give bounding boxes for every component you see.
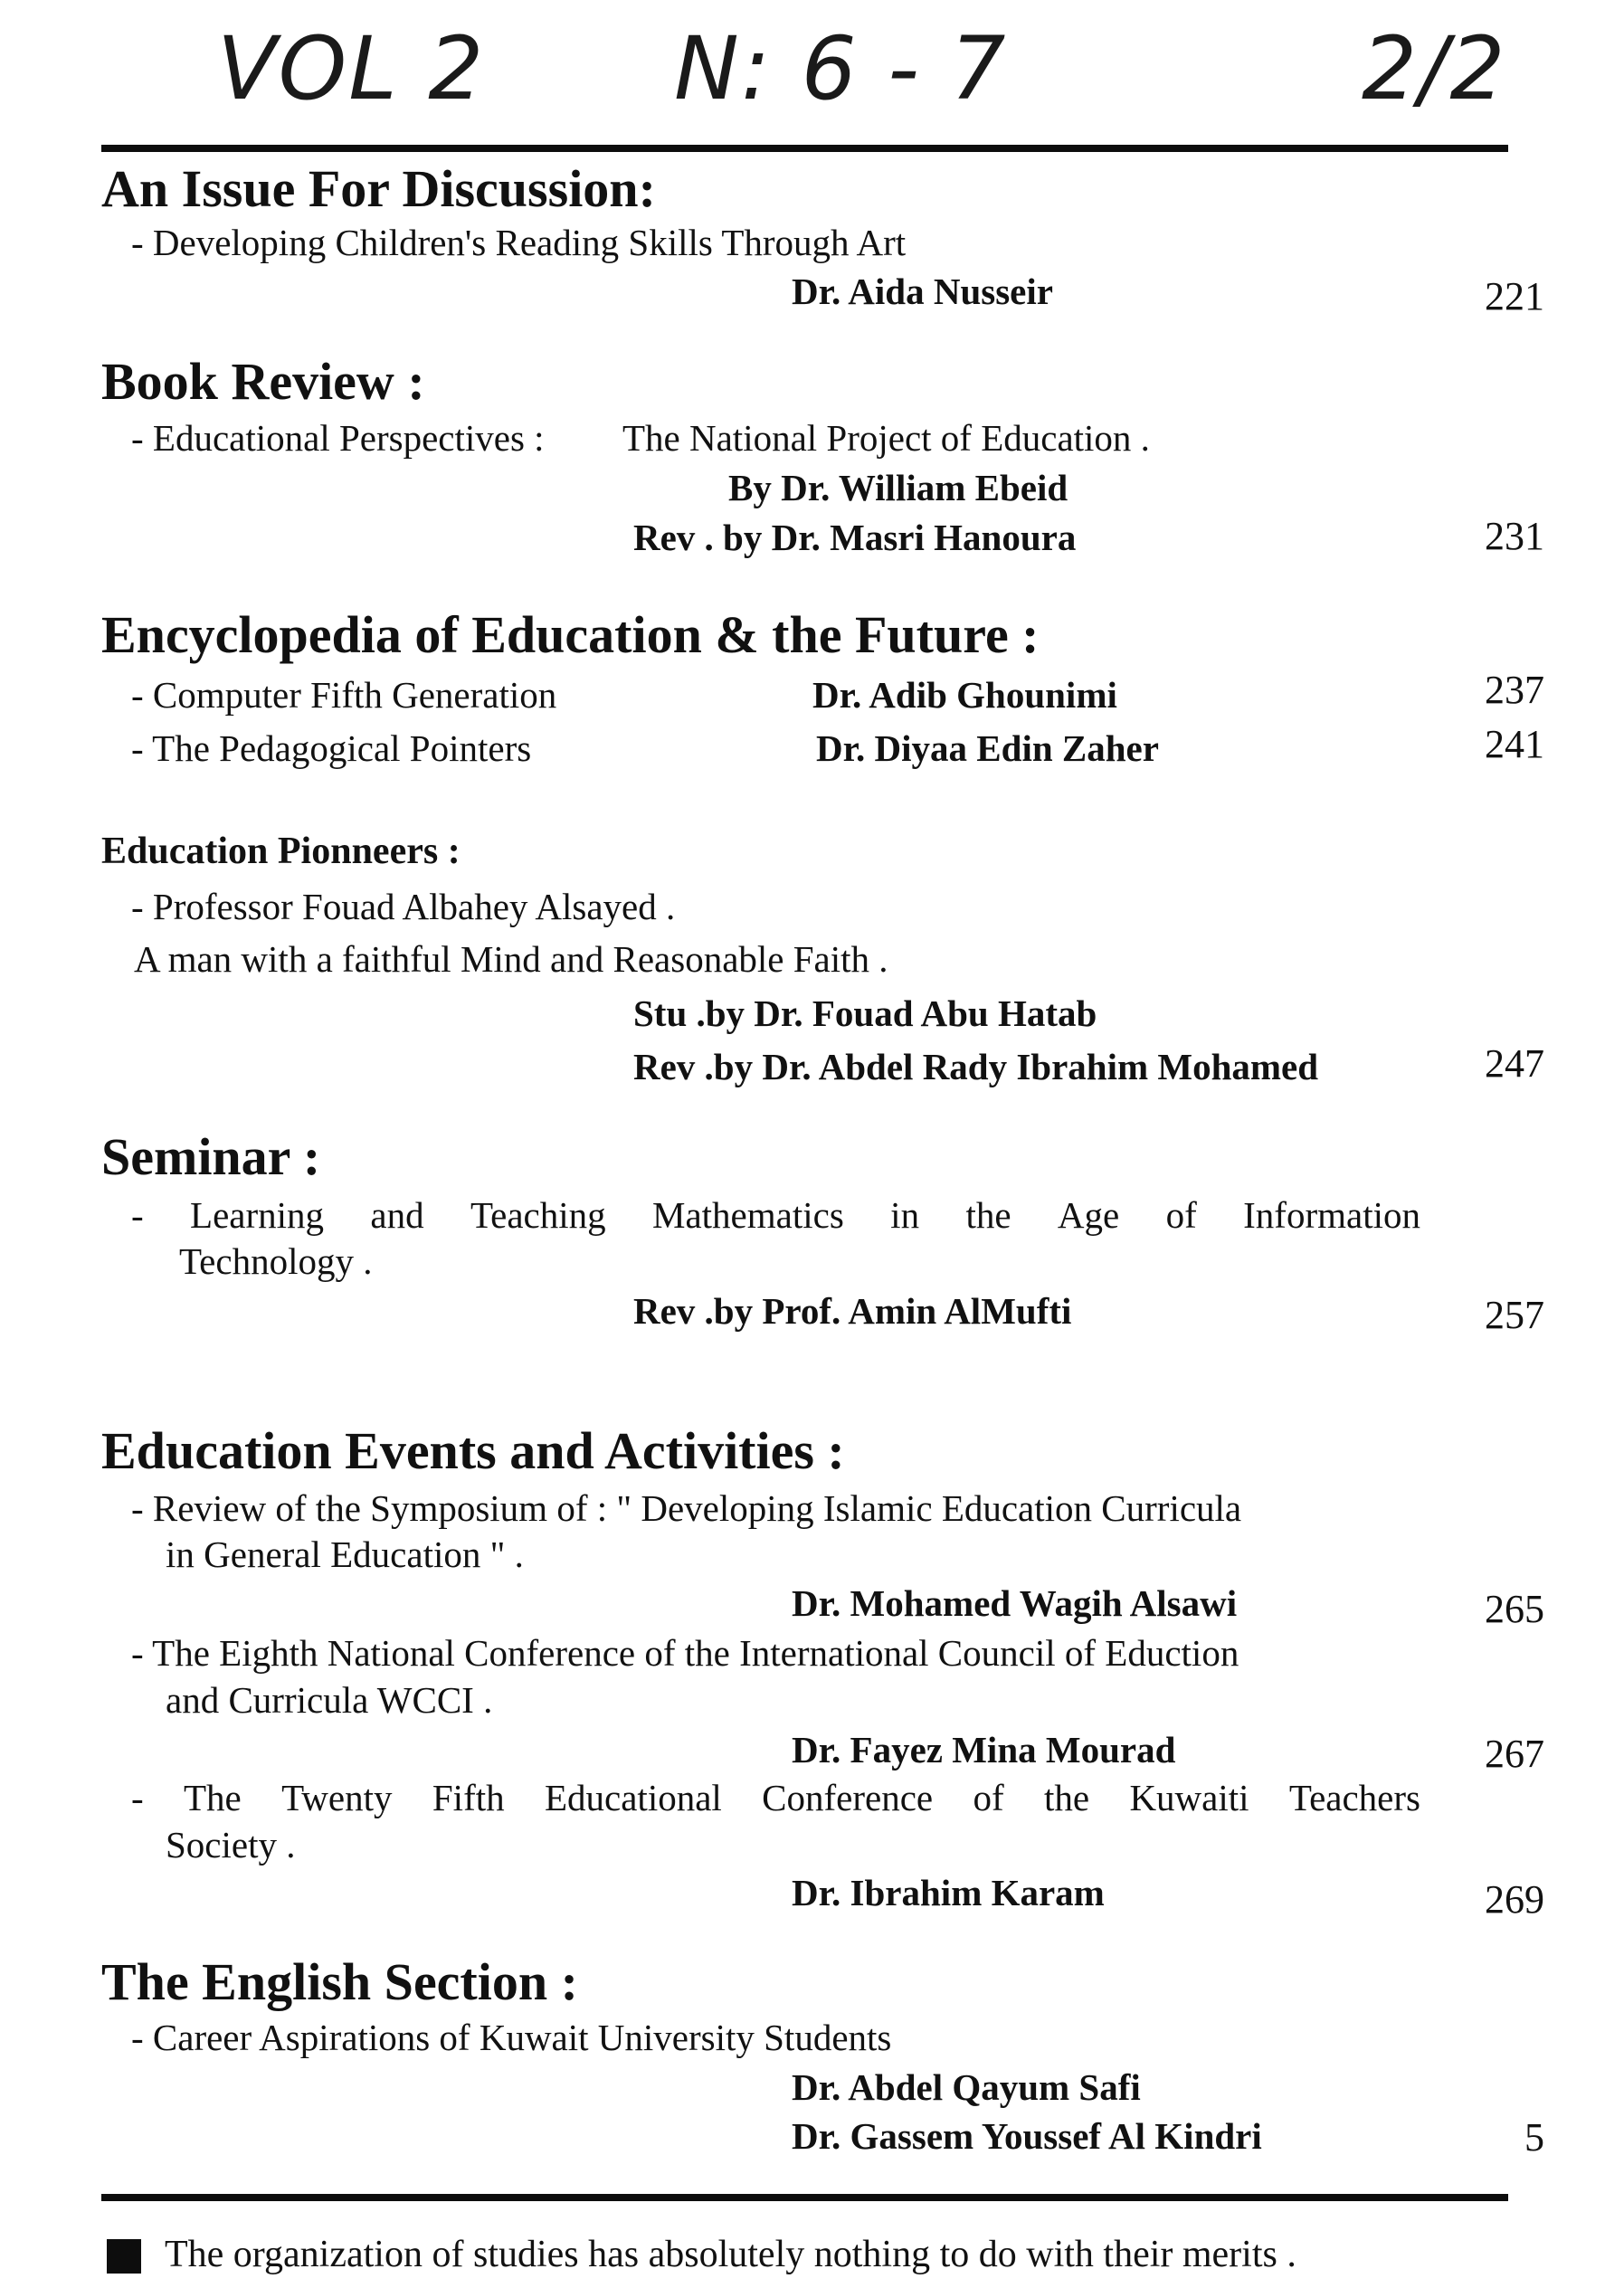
discussion-item-title: - Developing Children's Reading Skills Through Art xyxy=(131,222,907,263)
book-review-page: 231 xyxy=(1485,514,1544,558)
seminar-item-title-line xyxy=(131,1193,1420,1237)
seminar-word: Teaching xyxy=(470,1194,606,1236)
events-item-3-word: Conference xyxy=(762,1777,934,1818)
events-item-2-line2: and Curricula WCCI . xyxy=(166,1679,493,1721)
events-item-1-line1: - Review of the Symposium of : " Developing Islamic Education Curricula xyxy=(131,1487,1242,1529)
handwritten-issue-number: N: 6 - 7 xyxy=(674,18,1008,119)
book-review-item-left: - Educational Perspectives : xyxy=(131,417,545,459)
section-title-pioneers: Education Pionneers : xyxy=(101,831,461,872)
events-item-3-word: Twenty xyxy=(281,1777,393,1818)
encyclopedia-item-2-author: Dr. Diyaa Edin Zaher xyxy=(816,727,1159,769)
bottom-rule xyxy=(101,2194,1508,2201)
seminar-page: 257 xyxy=(1485,1293,1544,1337)
pioneers-item-title: - Professor Fouad Albahey Alsayed . xyxy=(131,886,676,927)
book-review-item-right: The National Project of Education . xyxy=(622,417,1150,459)
encyclopedia-item-2-page: 241 xyxy=(1485,722,1544,766)
events-item-2-line1: - The Eighth National Conference of the International Council of Eduction xyxy=(131,1632,1239,1674)
events-item-1-page: 265 xyxy=(1485,1587,1544,1631)
seminar-word: and xyxy=(370,1194,424,1236)
book-review-author: By Dr. William Ebeid xyxy=(728,467,1068,508)
english-author-2: Dr. Gassem Youssef Al Kindri xyxy=(792,2115,1262,2157)
bullet-square-icon xyxy=(107,2239,141,2274)
section-title-encyclopedia: Encyclopedia of Education & the Future : xyxy=(101,605,1040,664)
encyclopedia-item-2-title: - The Pedagogical Pointers xyxy=(131,727,532,769)
events-item-2-page: 267 xyxy=(1485,1732,1544,1776)
english-item-title: - Career Aspirations of Kuwait University Students xyxy=(131,2017,892,2058)
seminar-word: Learning xyxy=(190,1194,325,1236)
events-item-2-author: Dr. Fayez Mina Mourad xyxy=(792,1729,1176,1771)
seminar-word: - xyxy=(131,1194,144,1236)
top-rule xyxy=(101,145,1508,152)
events-item-3-word: the xyxy=(1043,1777,1090,1818)
section-title-seminar: Seminar : xyxy=(101,1127,321,1186)
events-item-3-word: Teachers xyxy=(1288,1777,1420,1818)
seminar-reviewer: Rev .by Prof. Amin AlMufti xyxy=(633,1290,1072,1332)
encyclopedia-item-1-title: - Computer Fifth Generation xyxy=(131,674,557,716)
footer-note: The organization of studies has absolutely nothing to do with their merits . xyxy=(165,2234,1296,2275)
pioneers-author: Stu .by Dr. Fouad Abu Hatab xyxy=(633,992,1097,1034)
seminar-word: Mathematics xyxy=(652,1194,844,1236)
pioneers-reviewer: Rev .by Dr. Abdel Rady Ibrahim Mohamed xyxy=(633,1046,1319,1087)
seminar-item-title-line2: Technology . xyxy=(179,1240,373,1282)
handwritten-volume: VOL 2 xyxy=(217,18,486,119)
events-item-3-line1 xyxy=(131,1776,1420,1819)
events-item-3-word: Kuwaiti xyxy=(1129,1777,1249,1818)
events-item-1-line2: in General Education " . xyxy=(166,1533,524,1575)
encyclopedia-item-1-author: Dr. Adib Ghounimi xyxy=(812,674,1117,716)
book-review-reviewer: Rev . by Dr. Masri Hanoura xyxy=(633,517,1077,558)
discussion-author: Dr. Aida Nusseir xyxy=(792,271,1053,312)
seminar-word: in xyxy=(890,1194,920,1236)
events-item-1-author: Dr. Mohamed Wagih Alsawi xyxy=(792,1582,1238,1624)
events-item-3-word: Educational xyxy=(544,1777,722,1818)
events-item-3-word: - xyxy=(131,1777,144,1818)
english-author-1: Dr. Abdel Qayum Safi xyxy=(792,2066,1141,2108)
seminar-word: of xyxy=(1165,1194,1197,1236)
section-title-english: The English Section : xyxy=(101,1952,578,2011)
events-item-3-page: 269 xyxy=(1485,1877,1544,1922)
handwritten-part: 2/2 xyxy=(1362,18,1507,119)
events-item-3-word: of xyxy=(973,1777,1004,1818)
discussion-page: 221 xyxy=(1485,274,1544,318)
seminar-word: Age xyxy=(1057,1194,1120,1236)
seminar-word: the xyxy=(965,1194,1011,1236)
english-page: 5 xyxy=(1524,2115,1544,2160)
section-title-events: Education Events and Activities : xyxy=(101,1421,845,1480)
events-item-3-word: Fifth xyxy=(432,1777,505,1818)
section-title-discussion: An Issue For Discussion: xyxy=(101,159,656,218)
events-item-3-line2: Society . xyxy=(166,1824,296,1866)
events-item-3-author: Dr. Ibrahim Karam xyxy=(792,1872,1105,1913)
events-item-3-word: The xyxy=(184,1777,242,1818)
encyclopedia-item-1-page: 237 xyxy=(1485,668,1544,712)
section-title-book-review: Book Review : xyxy=(101,352,425,411)
pioneers-item-subtitle: A man with a faithful Mind and Reasonable Faith . xyxy=(134,938,888,980)
seminar-word: Information xyxy=(1243,1194,1420,1236)
pioneers-page: 247 xyxy=(1485,1041,1544,1086)
